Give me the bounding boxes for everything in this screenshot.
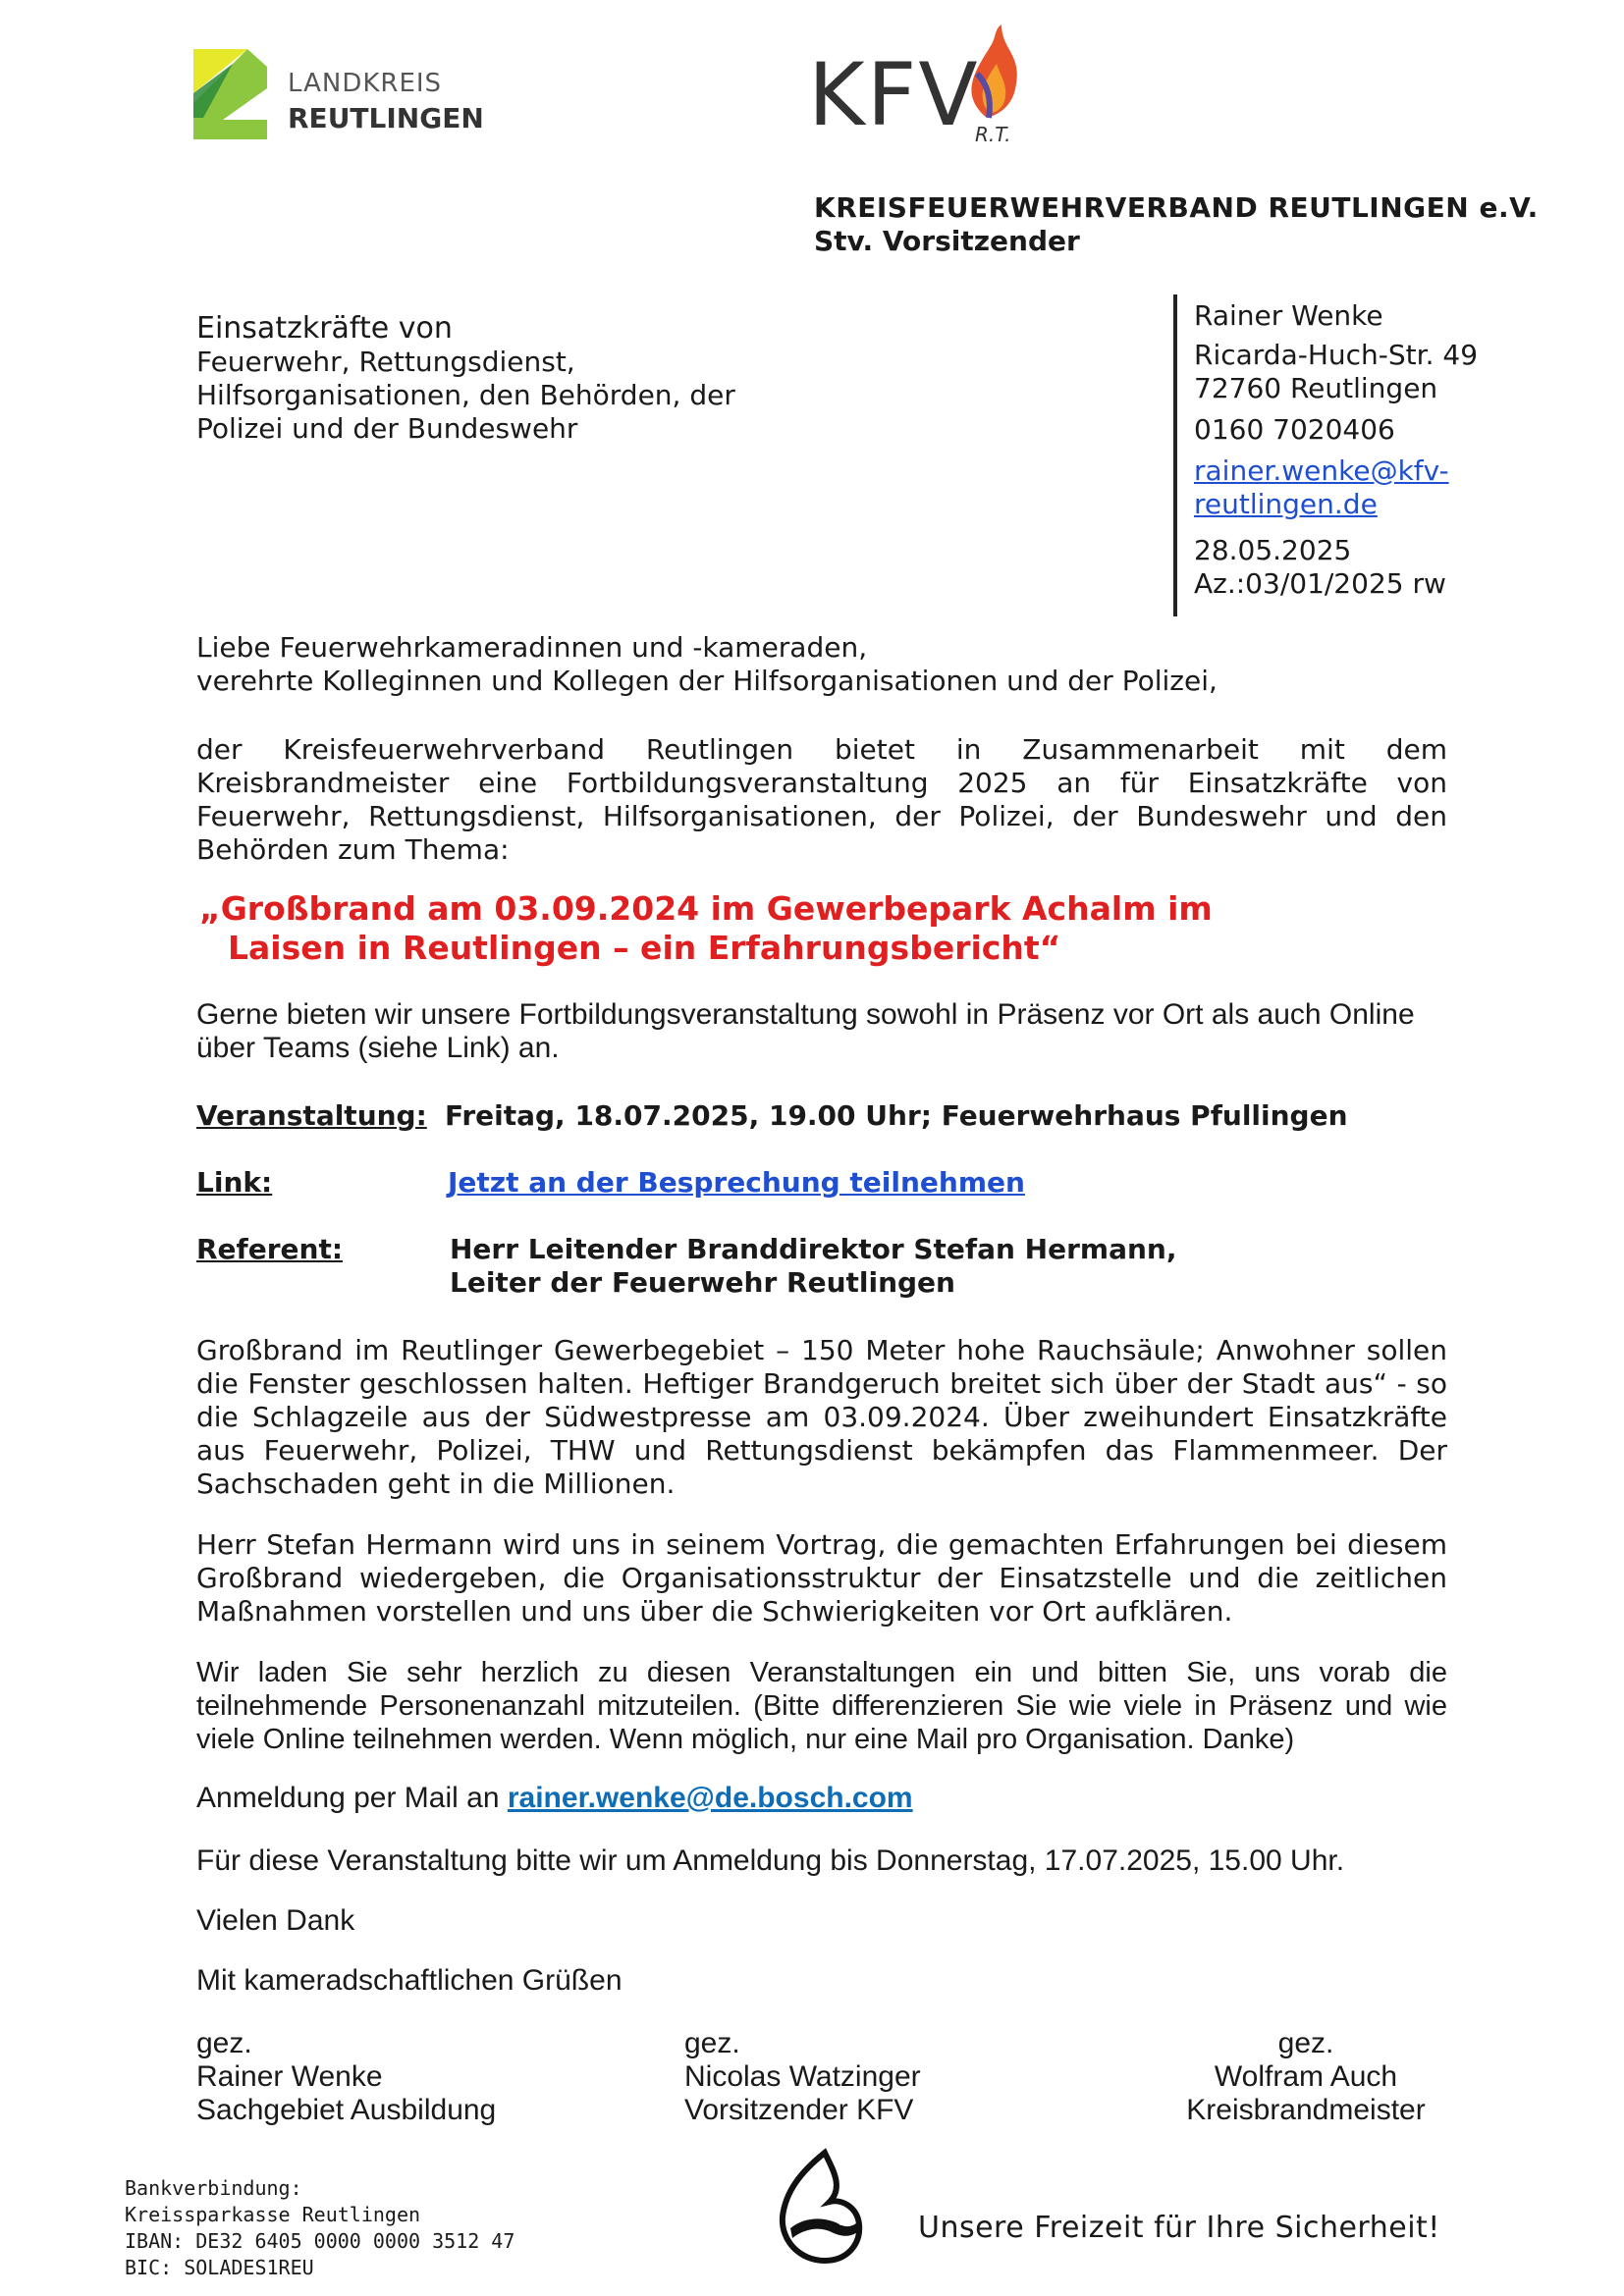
signature-gez: gez. bbox=[1277, 2027, 1334, 2059]
link-label: Link: bbox=[196, 1166, 273, 1199]
registration-email[interactable]: rainer.wenke@de.bosch.com bbox=[507, 1782, 913, 1814]
contact-city: 72760 Reutlingen bbox=[1194, 372, 1438, 404]
signature-name: Nicolas Watzinger bbox=[684, 2060, 921, 2093]
salutation-line: Liebe Feuerwehrkameradinnen und -kameraden, bbox=[196, 631, 868, 664]
contact-street: Ricarda-Huch-Str. 49 bbox=[1194, 339, 1479, 371]
recipient-block bbox=[196, 312, 785, 446]
contact-date: 28.05.2025 bbox=[1194, 534, 1352, 566]
contact-block bbox=[1194, 299, 1587, 601]
sender-org: KREISFEUERWEHRVERBAND REUTLINGEN e.V. bbox=[814, 191, 1539, 224]
speaker-line1: Herr Leitender Branddirektor Stefan Hermann, bbox=[450, 1233, 1177, 1265]
recipient-line: Hilfsorganisationen, den Behörden, der bbox=[196, 379, 735, 411]
greeting-text: Mit kameradschaftlichen Grüßen bbox=[196, 1964, 623, 1997]
kfv-text: KFV bbox=[808, 44, 980, 145]
topic-line2: Laisen in Reutlingen – ein Erfahrungsbericht“ bbox=[228, 929, 1061, 967]
topic-line1: „Großbrand am 03.09.2024 im Gewerbepark Achalm im bbox=[199, 889, 1213, 928]
signature-role: Sachgebiet Ausbildung bbox=[196, 2094, 497, 2126]
sender-role: Stv. Vorsitzender bbox=[814, 225, 1080, 257]
contact-email-line2[interactable]: reutlingen.de bbox=[1194, 488, 1378, 520]
bank-name: Kreissparkasse Reutlingen bbox=[125, 2203, 421, 2226]
format-paragraph: Gerne bieten wir unsere Fortbildungsveranstaltung sowohl in Präsenz vor Ort als auch Online über Teams (siehe Link) an. bbox=[196, 998, 1415, 1064]
landkreis-text-line1: LANDKREIS bbox=[288, 69, 443, 98]
contact-name: Rainer Wenke bbox=[1194, 299, 1383, 332]
contact-divider bbox=[1173, 294, 1177, 616]
recipient-line: Einsatzkräfte von bbox=[196, 311, 453, 346]
signature-block bbox=[684, 2027, 1077, 2127]
signature-name: Wolfram Auch bbox=[1214, 2060, 1398, 2093]
speaker-label: Referent: bbox=[196, 1233, 344, 1265]
bank-bic: BIC: SOLADES1REU bbox=[125, 2256, 314, 2279]
deadline-text: Für diese Veranstaltung bitte wir um Anmeldung bis Donnerstag, 17.07.2025, 15.00 Uhr. bbox=[196, 1844, 1345, 1877]
bank-iban: IBAN: DE32 6405 0000 0000 3512 47 bbox=[125, 2229, 515, 2253]
registration-line bbox=[196, 1782, 913, 1815]
recipient-line: Polizei und der Bundeswehr bbox=[196, 412, 578, 445]
meeting-link[interactable]: Jetzt an der Besprechung teilnehmen bbox=[448, 1166, 1025, 1199]
recipient-line: Feuerwehr, Rettungsdienst, bbox=[196, 346, 575, 378]
registration-prefix: Anmeldung per Mail an bbox=[196, 1782, 500, 1814]
signature-role: Kreisbrandmeister bbox=[1186, 2094, 1426, 2126]
landkreis-text-line2: REUTLINGEN bbox=[288, 102, 484, 134]
landkreis-logo bbox=[193, 49, 488, 142]
signature-block bbox=[196, 2027, 589, 2127]
contact-phone: 0160 7020406 bbox=[1194, 413, 1395, 446]
signature-name: Rainer Wenke bbox=[196, 2060, 383, 2093]
signature-role: Vorsitzender KFV bbox=[684, 2094, 914, 2126]
contact-reference: Az.:03/01/2025 rw bbox=[1194, 567, 1446, 600]
body-paragraph: Wir laden Sie sehr herzlich zu diesen Veranstaltungen ein und bitten Sie, uns vorab die teilnehmende Personenanzahl mitzuteilen. (Bitte differenzieren Sie wie viele in Präsenz und wie viele Online teilnehmen werden. Wenn möglich, nur eine Mail pro Organisation. Danke) bbox=[196, 1657, 1447, 1755]
signature-gez: gez. bbox=[196, 2027, 252, 2059]
bank-title: Bankverbindung: bbox=[125, 2176, 302, 2200]
kfv-subtext: R.T. bbox=[975, 123, 1011, 146]
signature-gez: gez. bbox=[684, 2027, 740, 2059]
contact-email-line1[interactable]: rainer.wenke@kfv- bbox=[1194, 454, 1449, 487]
salutation bbox=[196, 631, 1453, 698]
body-paragraph: Herr Stefan Hermann wird uns in seinem Vortrag, die gemachten Erfahrungen bei diesem Großbrand wiedergeben, die Organisationsstruktur der Einsatzstelle und die zeitlichen Maßnahmen vorstellen und uns über die Schwierigkeiten vor Ort aufklären. bbox=[196, 1528, 1447, 1628]
intro-paragraph: der Kreisfeuerwehrverband Reutlingen bietet in Zusammenarbeit mit dem Kreisbrandmeister eine Fortbildungsveranstaltung 2025 an für Einsatzkräfte von Feuerwehr, Rettungsdienst, Hilfsorganisationen, der Polizei, der Bundeswehr und den Behörden zum Thema: bbox=[196, 733, 1447, 866]
kfv-logo bbox=[800, 25, 1036, 152]
speaker-line2: Leiter der Feuerwehr Reutlingen bbox=[450, 1266, 955, 1299]
signature-block bbox=[1139, 2027, 1473, 2127]
landkreis-emblem-icon bbox=[193, 49, 267, 139]
salutation-line: verehrte Kolleginnen und Kollegen der Hilfsorganisationen und der Polizei, bbox=[196, 665, 1218, 697]
event-label: Veranstaltung: bbox=[196, 1099, 427, 1132]
footer-slogan: Unsere Freizeit für Ihre Sicherheit! bbox=[918, 2211, 1440, 2245]
fire-salamander-emblem-icon bbox=[771, 2148, 869, 2266]
bank-details bbox=[125, 2175, 514, 2281]
thanks-text: Vielen Dank bbox=[196, 1904, 355, 1937]
body-paragraph: Großbrand im Reutlinger Gewerbegebiet – 150 Meter hohe Rauchsäule; Anwohner sollen die Fenster geschlossen halten. Heftiger Brandgeruch breitet sich über der Stadt aus“ - so die Schlagzeile aus der Südwestpresse am 03.09.2024. Über zweihundert Einsatzkräfte aus Feuerwehr, Polizei, THW und Rettungsdienst bekämpfen das Flammenmeer. Der Sachschaden geht in die Millionen. bbox=[196, 1334, 1447, 1500]
event-value: Freitag, 18.07.2025, 19.00 Uhr; Feuerwehrhaus Pfullingen bbox=[445, 1099, 1348, 1132]
